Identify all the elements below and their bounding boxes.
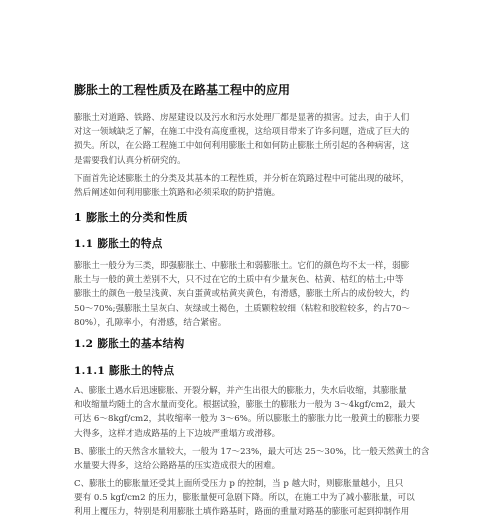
text-line: 80%），孔隙率小，有滑感，结合紧密。: [74, 317, 227, 328]
text-line: 大得多，这样才造成路基的上下边坡严重塌方或滑移。: [74, 428, 281, 439]
text-line: 膨胀土一般分为三类，即强膨胀土、中膨胀土和弱膨胀土。它们的颜色均不太一样，弱膨: [74, 261, 410, 271]
text-line: 利用上覆压力，特别是利用膨胀土填作路基时，路面的重量对路基的膨胀可起到抑制作用: [74, 507, 410, 518]
text-line: 胀土与一般的黄土差别不大，只不过在它的土质中有少量灰色、枯黄、枯红的枯土;中等: [74, 275, 404, 286]
text-line: 损失。所以，在公路工程施工中如何利用膨胀土和如何防止膨胀土所引起的各种病害，这: [74, 141, 410, 152]
paragraph-a: [74, 384, 429, 441]
text-line: 膨胀土对道路、铁路、房屋建设以及污水和污水处理厂都是显著的损害。过去，由于人们: [74, 113, 410, 123]
text-line: B、膨胀土的天然含水量较大，一般为 17～23%，最大可达 25～30%，比一般天然黄土的含: [74, 447, 429, 457]
text-line: A、膨胀土遇水后迅速膨胀、开裂分解，并产生出很大的膨胀力，失水后收缩，其膨胀量: [74, 386, 407, 396]
text-line: 下面首先论述膨胀土的分类及其基本的工程性质，并分析在筑路过程中可能出现的破坏，: [74, 174, 410, 184]
text-line: C、膨胀土的膨胀量还受其上面所受压力 p 的控制，当 p 越大时，则膨胀量越小，且只: [74, 479, 404, 489]
intro-paragraph-2: [74, 172, 429, 200]
text-line: 和收缩量均随土的含水量而变化。根据试验，膨胀土的膨胀力一般为 3～4kgf/cm2，最大: [74, 400, 416, 411]
paragraph-b: [74, 445, 429, 473]
text-line: 50～70%;强膨胀土呈灰白、灰绿或土褐色，土质颗粒较细（粘粒和胶粒较多，约占70～: [74, 303, 411, 314]
text-line: 水量要大得多，这给公路路基的压实造成很大的困难。: [74, 461, 281, 472]
paragraph-c: [74, 477, 429, 520]
characteristics-paragraph: [74, 259, 429, 330]
intro-paragraph: [74, 111, 429, 168]
subsubsection-heading: 1.1.1 膨胀土的特点: [74, 365, 175, 377]
text-line: 要有 0.5 kgf/cm2 的压力，膨胀量便可急剧下降。所以，在施工中为了减小膨胀量，可以: [74, 493, 415, 504]
document-title: 膨胀土的工程性质及在路基工程中的应用: [74, 83, 291, 97]
subsection-heading: 1.1 膨胀土的特点: [74, 238, 163, 250]
text-line: 对这一领域缺乏了解，在施工中没有高度重视，这给项目带来了许多问题，造成了巨大的: [74, 127, 410, 138]
section-heading: 1 膨胀土的分类和性质: [74, 211, 188, 224]
subsection-heading: 1.2 膨胀土的基本结构: [74, 338, 185, 350]
text-line: 是需要我们认真分析研究的。: [74, 155, 186, 166]
text-line: 可达 6～8kgf/cm2，其收缩率一般为 3～6%。所以膨胀土的膨胀力比一般黄土的膨胀力要: [74, 414, 420, 425]
text-line: 膨胀土的颜色一般呈浅黄、灰白蛋黄或枯黄夹黄色，有滑感，膨胀土所占的成份较大，约: [74, 289, 410, 300]
text-line: 然后阐述如何利用膨胀土筑路和必须采取的防护措施。: [74, 188, 281, 199]
